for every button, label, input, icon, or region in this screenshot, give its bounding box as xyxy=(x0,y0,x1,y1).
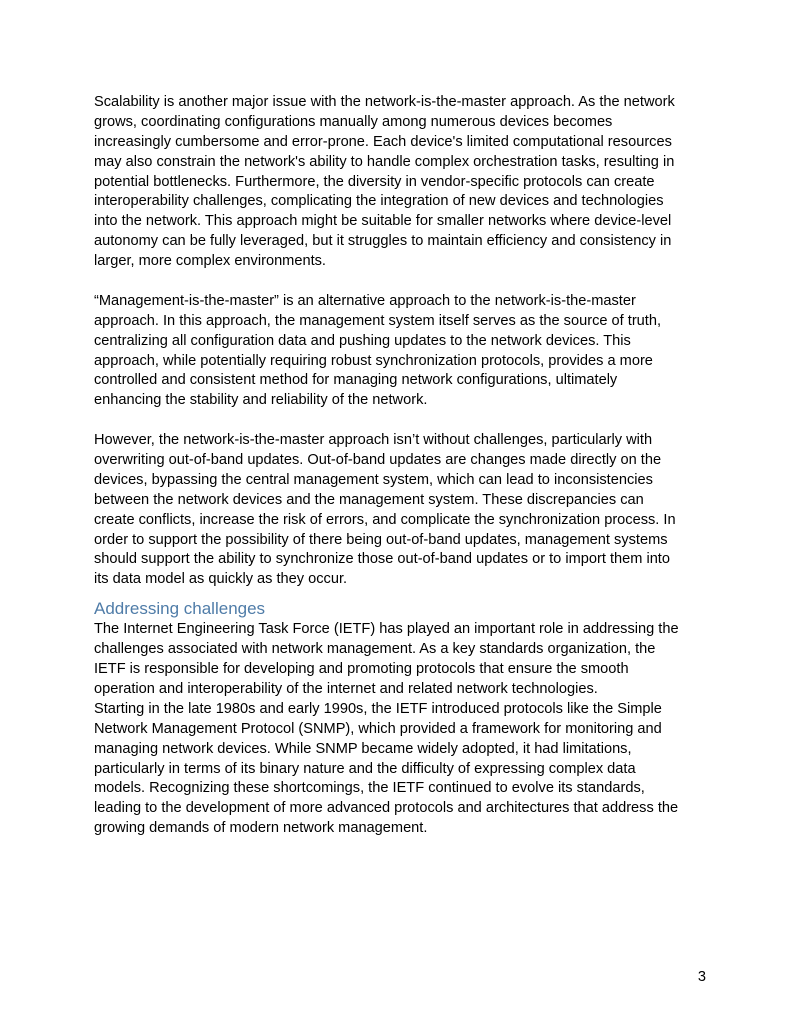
paragraph-out-of-band xyxy=(94,431,706,590)
text-line: overwriting out-of-band updates. Out-of-band updates are changes made directly on the xyxy=(94,452,662,469)
text-line: devices, bypassing the central management system, which can lead to inconsistencies xyxy=(94,471,653,488)
text-line: autonomy can be fully leveraged, but it struggles to maintain efficiency and consistency in xyxy=(94,233,672,250)
text-line: should support the ability to synchronize those out-of-band updates or to import them into xyxy=(94,551,670,568)
text-line: enhancing the stability and reliability of the network. xyxy=(94,392,428,409)
text-line: grows, coordinating configurations manually among numerous devices becomes xyxy=(94,113,613,130)
paragraph-spacer xyxy=(94,272,706,292)
paragraph-spacer xyxy=(94,411,706,431)
text-line: managing network devices. While SNMP became widely adopted, it had limitations, xyxy=(94,740,632,757)
text-line: IETF is responsible for developing and promoting protocols that ensure the smooth xyxy=(94,661,629,678)
text-line: operation and interoperability of the internet and related network technologies. xyxy=(94,680,598,697)
page-number: 3 xyxy=(697,969,706,985)
text-line: particularly in terms of its binary nature and the difficulty of expressing complex data xyxy=(94,760,636,777)
text-line: centralizing all configuration data and pushing updates to the network devices. This xyxy=(94,332,631,349)
text-line: create conflicts, increase the risk of errors, and complicate the synchronization process. In xyxy=(94,511,676,528)
text-line: Network Management Protocol (SNMP), which provided a framework for monitoring and xyxy=(94,720,662,737)
page-content xyxy=(94,93,706,839)
paragraph-scalability xyxy=(94,93,706,272)
text-line: leading to the development of more advanced protocols and architectures that address the xyxy=(94,800,679,817)
text-line: between the network devices and the management system. These discrepancies can xyxy=(94,491,644,508)
text-line: controlled and consistent method for managing network configurations, ultimately xyxy=(94,372,618,389)
text-line: interoperability challenges, complicating the integration of new devices and technologies xyxy=(94,193,664,210)
text-line: larger, more complex environments. xyxy=(94,253,326,270)
text-line: potential bottlenecks. Furthermore, the diversity in vendor-specific protocols can create xyxy=(94,173,655,190)
text-line: increasingly cumbersome and error-prone. Each device's limited computational resources xyxy=(94,133,672,150)
text-line: into the network. This approach might be suitable for smaller networks where device-level xyxy=(94,213,672,230)
paragraph-ietf-role xyxy=(94,620,706,700)
text-line: approach, while potentially requiring robust synchronization protocols, provides a more xyxy=(94,352,653,369)
paragraph-snmp xyxy=(94,700,706,839)
text-line: challenges associated with network management. As a key standards organization, the xyxy=(94,641,656,658)
text-line: The Internet Engineering Task Force (IETF) has played an important role in addressing the xyxy=(94,621,679,638)
text-line: models. Recognizing these shortcomings, the IETF continued to evolve its standards, xyxy=(94,780,645,797)
text-line: Scalability is another major issue with the network-is-the-master approach. As the network xyxy=(94,94,675,110)
text-line: “Management-is-the-master” is an alternative approach to the network-is-the-master xyxy=(94,292,636,309)
section-heading: Addressing challenges xyxy=(94,599,266,619)
text-line: its data model as quickly as they occur. xyxy=(94,571,348,588)
text-line: may also constrain the network's ability to handle complex orchestration tasks, resulting in xyxy=(94,153,675,170)
text-line: growing demands of modern network management. xyxy=(94,820,428,837)
text-line: order to support the possibility of there being out-of-band updates, management systems xyxy=(94,531,668,548)
text-line: Starting in the late 1980s and early 1990s, the IETF introduced protocols like the Simple xyxy=(94,700,662,717)
text-line: approach. In this approach, the management system itself serves as the source of truth, xyxy=(94,312,662,329)
text-line: However, the network-is-the-master approach isn’t without challenges, particularly with xyxy=(94,432,653,449)
paragraph-management-master xyxy=(94,292,706,411)
